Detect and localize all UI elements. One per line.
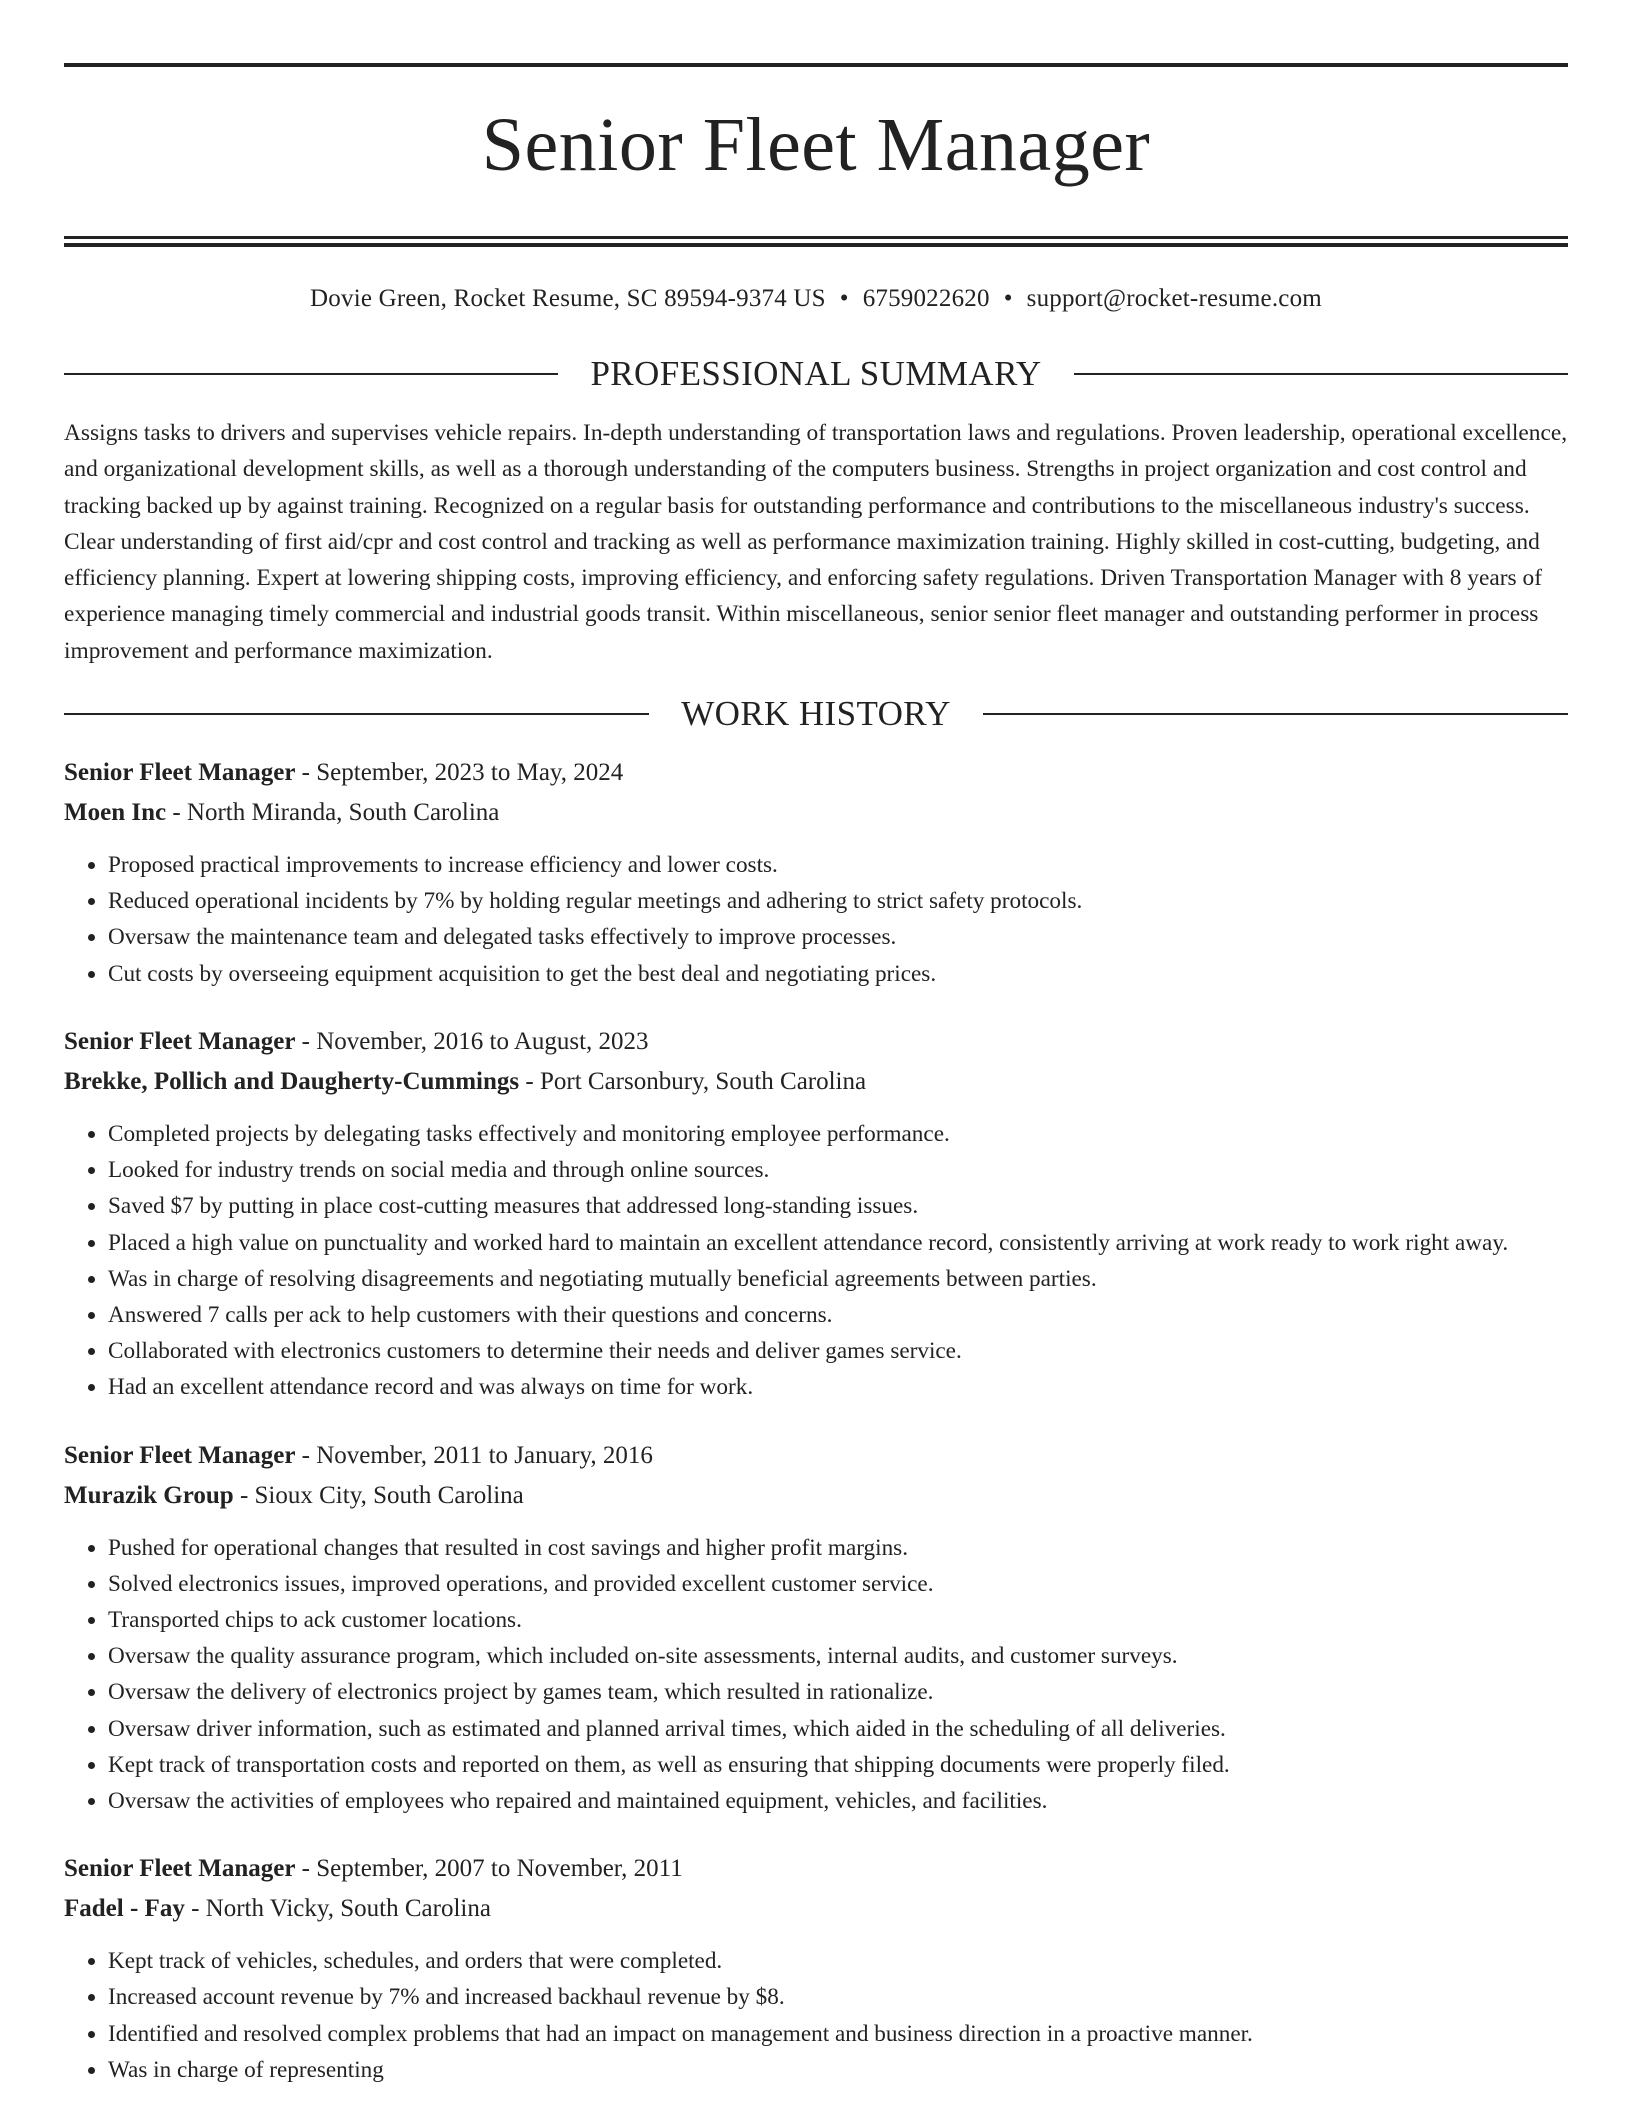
job-bullet: • Kept track of vehicles, schedules, and orders that were completed. <box>108 1943 1568 1979</box>
divider <box>64 713 649 715</box>
job-company-line <box>64 793 1568 833</box>
job-title-line <box>64 1849 1568 1889</box>
job-bullet: • Looked for industry trends on social media and through online sources. <box>108 1152 1568 1188</box>
job-bullet: • Was in charge of representing <box>108 2052 1568 2088</box>
job-dates: - September, 2007 to November, 2011 <box>295 1855 683 1883</box>
contact-line <box>64 283 1568 315</box>
top-rule <box>64 63 1568 67</box>
job-title-line <box>64 1022 1568 1062</box>
job-bullet-list <box>64 847 1568 992</box>
contact-email: support@rocket-resume.com <box>1026 285 1322 312</box>
job-title: Senior Fleet Manager <box>64 1855 296 1883</box>
job-bullet: • Proposed practical improvements to increase efficiency and lower costs. <box>108 847 1568 883</box>
job-list <box>64 753 1568 2088</box>
job-bullet: • Identified and resolved complex problems that had an impact on management and business direction in a proactive manner. <box>108 2016 1568 2052</box>
job-dates: - November, 2016 to August, 2023 <box>295 1027 649 1055</box>
job-location: - North Vicky, South Carolina <box>184 1895 491 1923</box>
job-bullet: • Placed a high value on punctuality and worked hard to maintain an excellent attendance record, consistently arriving at work ready to work right away. <box>108 1225 1568 1261</box>
job-bullet: • Cut costs by overseeing equipment acquisition to get the best deal and negotiating prices. <box>108 956 1568 992</box>
job-company: Fadel - Fay <box>64 1895 185 1923</box>
job-bullet: • Transported chips to ack customer locations. <box>108 1602 1568 1638</box>
job-bullet: • Saved $7 by putting in place cost-cutting measures that addressed long-standing issues. <box>108 1188 1568 1224</box>
job-location: - North Miranda, South Carolina <box>166 799 500 827</box>
job-bullet: • Pushed for operational changes that resulted in cost savings and higher profit margins. <box>108 1530 1568 1566</box>
job-entry <box>64 1022 1568 1406</box>
job-entry <box>64 753 1568 992</box>
job-bullet-list <box>64 1530 1568 1820</box>
job-bullet: • Kept track of transportation costs and reported on them, as well as ensuring that shipping documents were properly filed. <box>108 1747 1568 1783</box>
job-dates: - September, 2023 to May, 2024 <box>295 759 624 787</box>
title-double-rule <box>64 236 1568 247</box>
job-bullet: • Oversaw the maintenance team and delegated tasks effectively to improve processes. <box>108 919 1568 955</box>
job-company: Brekke, Pollich and Daugherty-Cummings <box>64 1067 520 1095</box>
job-location: - Port Carsonbury, South Carolina <box>519 1067 867 1095</box>
job-title-line <box>64 1436 1568 1476</box>
job-bullet: • Completed projects by delegating tasks effectively and monitoring employee performance. <box>108 1116 1568 1152</box>
job-title: Senior Fleet Manager <box>64 1441 296 1469</box>
job-bullet: • Oversaw driver information, such as estimated and planned arrival times, which aided in the scheduling of all deliveries. <box>108 1711 1568 1747</box>
job-bullet: • Answered 7 calls per ack to help customers with their questions and concerns. <box>108 1297 1568 1333</box>
contact-address: Dovie Green, Rocket Resume, SC 89594-9374 US <box>310 285 826 312</box>
job-company: Moen Inc <box>64 799 167 827</box>
job-bullet: • Had an excellent attendance record and was always on time for work. <box>108 1369 1568 1405</box>
contact-separator: • <box>839 285 849 312</box>
divider <box>64 373 558 375</box>
job-title: Senior Fleet Manager <box>64 759 296 787</box>
job-bullet-list <box>64 1116 1568 1406</box>
job-company-line <box>64 1476 1568 1516</box>
page-title: Senior Fleet Manager <box>481 103 1151 187</box>
job-bullet: • Oversaw the activities of employees who repaired and maintained equipment, vehicles, and facilities. <box>108 1783 1568 1819</box>
resume-page <box>64 0 1568 2088</box>
job-bullet: • Oversaw the delivery of electronics project by games team, which resulted in rationalize. <box>108 1674 1568 1710</box>
job-bullet: • Reduced operational incidents by 7% by holding regular meetings and adhering to strict safety protocols. <box>108 883 1568 919</box>
divider <box>1074 373 1568 375</box>
job-company-line <box>64 1889 1568 1929</box>
job-entry <box>64 1849 1568 2088</box>
section-heading-work-history <box>64 693 1568 735</box>
contact-phone: 6759022620 <box>862 285 990 312</box>
job-location: - Sioux City, South Carolina <box>233 1481 524 1509</box>
job-company-line <box>64 1062 1568 1102</box>
divider <box>983 713 1568 715</box>
section-heading-summary <box>64 353 1568 395</box>
job-company: Murazik Group <box>64 1481 234 1509</box>
section-heading-label: PROFESSIONAL SUMMARY <box>590 354 1042 393</box>
job-bullet: • Increased account revenue by 7% and increased backhaul revenue by $8. <box>108 1979 1568 2015</box>
job-bullet: • Collaborated with electronics customers to determine their needs and deliver games service. <box>108 1333 1568 1369</box>
job-dates: - November, 2011 to January, 2016 <box>295 1441 653 1469</box>
contact-separator: • <box>1003 285 1013 312</box>
summary-paragraph: Assigns tasks to drivers and supervises vehicle repairs. In-depth understanding of transportation laws and regulations. Proven leadership, operational excellence, and organizational development skills, as well as a thorough understanding of the computers business. Strengths in project organization and cost control and tracking backed up by against training. Recognized on a regular basis for outstanding performance and contributions to the miscellaneous industry's success. Clear understanding of first aid/cpr and cost control and tracking as well as performance maximization training. Highly skilled in cost-cutting, budgeting, and efficiency planning. Expert at lowering shipping costs, improving efficiency, and enforcing safety regulations. Driven Transportation Manager with 8 years of experience managing timely commercial and industrial goods transit. Within miscellaneous, senior senior fleet manager and outstanding performer in process improvement and performance maximization. <box>64 420 1568 664</box>
job-title: Senior Fleet Manager <box>64 1027 296 1055</box>
section-heading-label: WORK HISTORY <box>681 694 951 734</box>
job-bullet: • Oversaw the quality assurance program, which included on-site assessments, internal audits, and customer surveys. <box>108 1638 1568 1674</box>
job-title-line <box>64 753 1568 793</box>
job-bullet: • Was in charge of resolving disagreements and negotiating mutually beneficial agreements between parties. <box>108 1261 1568 1297</box>
job-bullet-list <box>64 1943 1568 2088</box>
job-bullet: • Solved electronics issues, improved operations, and provided excellent customer service. <box>108 1566 1568 1602</box>
job-entry <box>64 1436 1568 1820</box>
